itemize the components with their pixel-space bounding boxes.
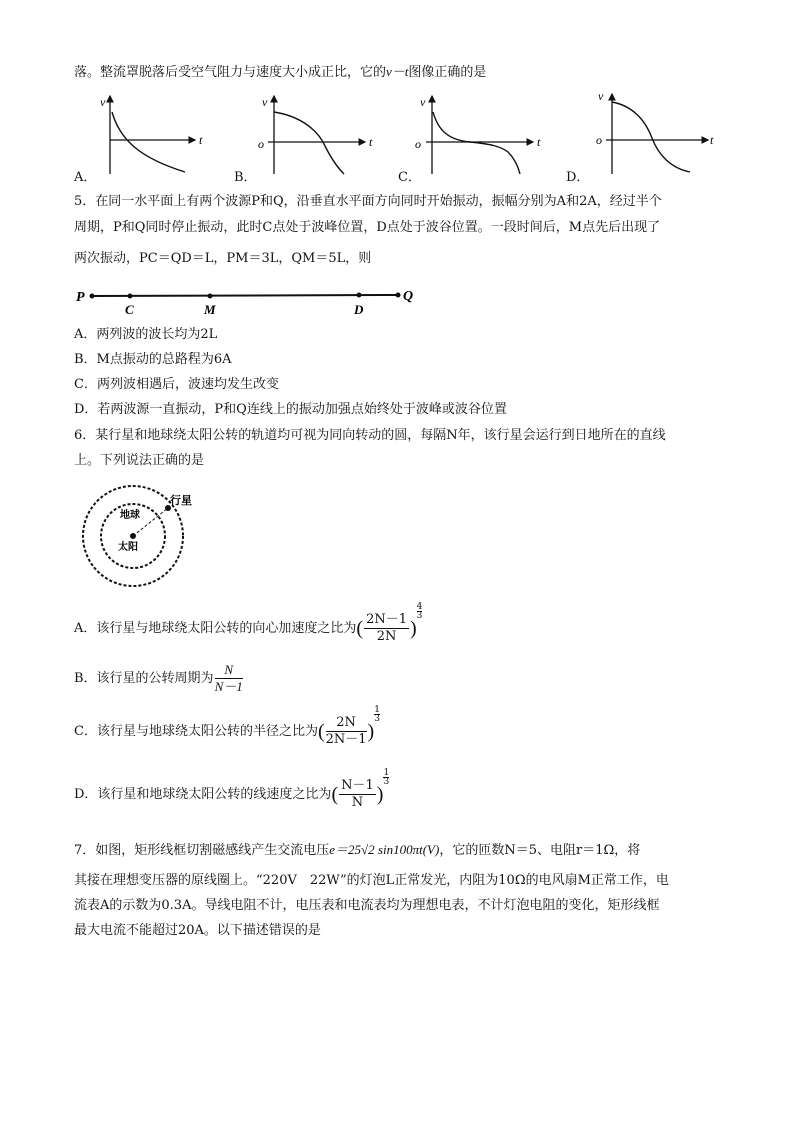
graph-label-d: D． [566,170,590,185]
graph-d-o: o [596,133,602,147]
q6-a-exponent: $\frac{4}{3}$ [416,602,423,621]
graph-c-v: v [420,95,426,109]
graph-label-b: B． [234,170,257,185]
q6-option-b: B．该行星的公转周期为 $\frac{N}{N-1}$ [74,662,243,694]
q6-option-c: C．该行星与地球绕太阳公转的半径之比为( $\frac{2N}{2N-1}$ ) $\frac{1}{3}$ [74,705,380,747]
graph-d-t: t [710,133,714,147]
q5-option-d: D．若两波源一直振动，P和Q连线上的振动加强点始终处于波峰或波谷位置 [74,402,507,417]
q7-line2: 其接在理想变压器的原线圈上。“220V 22W”的灯泡L正常发光，内阻为10Ω的电风扇M正常工作，电 [74,873,669,888]
q6-c-exponent: $\frac{1}{3}$ [374,705,380,724]
graph-d-v: v [598,89,604,103]
graph-a-t: t [199,133,203,147]
q5-option-c: C．两列波相遇后，波速均发生改变 [74,377,279,392]
graph-b-t: t [369,135,373,149]
q5-option-a: A．两列波的波长均为2L [74,327,218,342]
point-q: Q [403,289,414,304]
q6-a-fraction: $\frac{2N-1}{2N}$ [366,612,407,644]
orbit-earth-label: 地球 [120,510,140,521]
graph-c-o: o [415,137,421,151]
graph-c-t: t [537,135,541,149]
point-d: D [354,302,364,317]
q7-formula: e＝25√2 sin100πt(V) [329,842,440,857]
point-m: M [204,302,216,317]
q5-line2: 周期，P和Q同时停止振动，此时C点处于波峰位置，D点处于波谷位置。一段时间后，M点先后出现了 [74,220,661,235]
q5-option-b: B．M点振动的总路程为6A [74,352,232,367]
graph-label-a: A． [74,170,97,185]
point-p: P [76,290,85,305]
q7-line4: 最大电流不能超过20A。以下描述错误的是 [74,923,321,938]
graph-a [100,95,203,174]
vt-graphs [0,88,794,188]
graph-label-c: C． [398,170,421,185]
orbit-diagram [70,484,270,594]
graph-d [596,89,714,174]
q6-d-fraction: $\frac{N-1}{N}$ [341,778,374,810]
q5-line3: 两次振动，PC＝QD＝L，PM＝3L，QM＝5L，则 [74,251,372,266]
graph-c [415,95,541,174]
q6-option-a: A．该行星与地球绕太阳公转的向心加速度之比为( $\frac{2N-1}{2N}$ ) $\frac{4}{3}$ [74,602,423,644]
graph-b-v: v [262,95,268,109]
point-c: C [125,302,134,317]
graph-b-o: o [258,137,264,151]
q6-b-fraction: $\frac{N}{N-1}$ [214,662,243,694]
intro-line: 落。整流罩脱落后受空气阻力与速度大小成正比，它的v－t图像正确的是 [74,64,487,80]
q5-line1: 5．在同一水平面上有两个波源P和Q，沿垂直水平面方向同时开始振动，振幅分别为A和2A，经过半个 [74,194,662,209]
graph-a-v: v [100,95,106,109]
q6-line2: 上。下列说法正确的是 [74,453,205,468]
graph-b [258,95,373,174]
q5-wave-diagram [0,282,794,322]
q6-line1: 6．某行星和地球绕太阳公转的轨道均可视为同向转动的圆，每隔N年，该行星会运行到日地所在的直线 [74,428,666,443]
orbit-sun-label: 太阳 [118,542,138,553]
q6-c-fraction: $\frac{2N}{2N-1}$ [325,715,367,747]
q6-d-exponent: $\frac{1}{3}$ [383,768,390,787]
q7-line1: 7．如图，矩形线框切割磁感线产生交流电压e＝25√2 sin100πt(V)，它的匝数N＝5、电阻r＝1Ω，将 [74,842,641,858]
q7-line3: 流表A的示数为0.3A。导线电阻不计，电压表和电流表均为理想电表，不计灯泡电阻的变化，矩形线框 [74,898,660,913]
q6-option-d: D．该行星和地球绕太阳公转的线速度之比为( $\frac{N-1}{N}$ ) $\frac{1}{3}$ [74,768,390,810]
orbit-planet-label: 行星 [170,495,192,507]
